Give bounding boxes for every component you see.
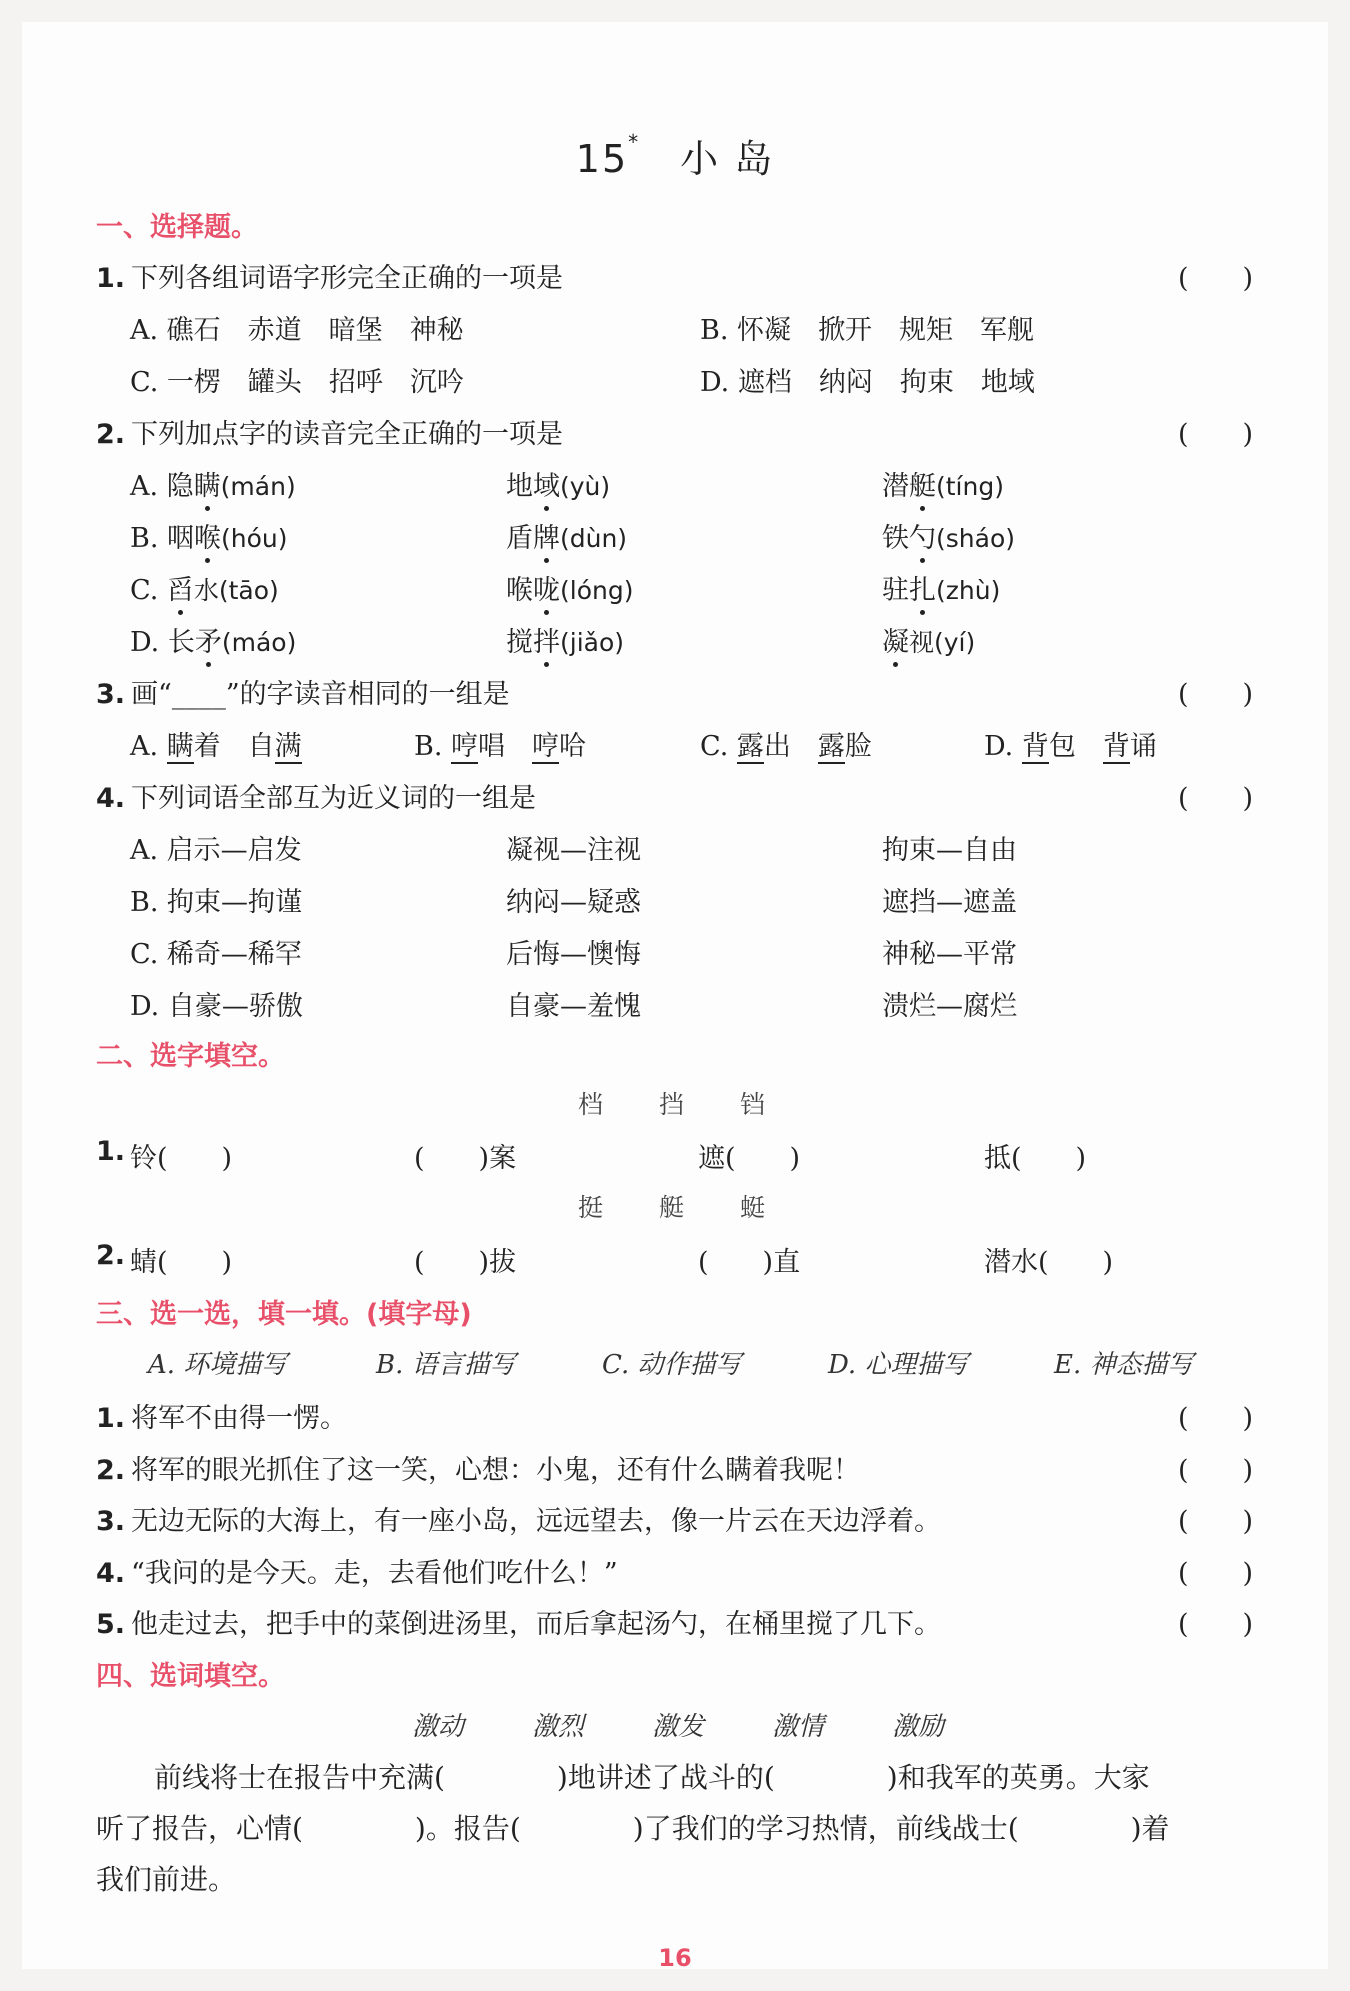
pinyin-option: 搅拌(jiǎo) [506,620,624,659]
fill-blank[interactable]: 铃( ) [130,1143,233,1174]
option-c: C. 一楞 罐头 招呼 沉吟 [130,367,464,398]
description-item: 4. “我问的是今天。走，去看他们吃什么！” [96,1557,618,1589]
synonym-option: 遮挡—遮盖 [882,887,1017,918]
synonym-option: 凝视—注视 [506,835,641,866]
synonym-option: 纳闷—疑惑 [506,887,641,918]
answer-blank[interactable]: ( ) [1178,1609,1254,1640]
question-1-3: 3. 画“____”的字读音相同的一组是 [96,679,510,710]
answer-blank[interactable]: ( ) [1178,263,1254,294]
description-item: 2. 将军的眼光抓住了这一笑，心想：小鬼，还有什么瞒着我呢！ [96,1454,861,1486]
fill-blank[interactable]: 抵( ) [984,1143,1087,1174]
description-item: 5. 他走过去，把手中的菜倒进汤里，而后拿起汤勺，在桶里搅了几下。 [96,1609,942,1640]
answer-blank[interactable]: ( ) [1178,1454,1254,1486]
pinyin-option: 铁勺(sháo) [882,516,1015,555]
pinyin-option: 潜艇(tíng) [882,464,1004,503]
synonym-option: 溃烂—腐烂 [882,991,1017,1022]
description-item: 1. 将军不由得一愣。 [96,1403,348,1434]
pinyin-option: B. 咽喉(hóu) [130,516,288,555]
passage-line-2: 听了报告，心情( )。报告( )了我们的学习热情，前线战士( )着 [96,1812,1170,1845]
word-option: 激励 [892,1712,945,1742]
description-option-e: E. 神态描写 [1054,1350,1194,1380]
fill-blank[interactable]: 潜水( ) [984,1247,1114,1278]
synonym-option: C. 稀奇—稀罕 [130,939,302,970]
fill-blank[interactable]: 遮( ) [698,1143,801,1174]
pinyin-option: D. 长矛(máo) [130,620,296,659]
description-option-d: D. 心理描写 [828,1350,969,1380]
page-number: 16 [658,1944,692,1972]
section-1-heading: 一、选择题。 [96,212,258,243]
candidate-chars-2: 挺 艇 蜓 [578,1193,768,1222]
answer-blank[interactable]: ( ) [1178,1506,1254,1537]
answer-blank[interactable]: ( ) [1178,679,1254,710]
fill-blank[interactable]: 蜻( ) [130,1247,233,1278]
description-option-b: B. 语言描写 [376,1350,516,1380]
synonym-option: B. 拘束—拘谨 [130,887,303,918]
word-option: 激烈 [532,1712,585,1742]
pinyin-option: 地域(yù) [506,464,610,503]
pinyin-option: 喉咙(lóng) [506,568,633,607]
answer-blank[interactable]: ( ) [1178,1403,1254,1434]
synonym-option: D. 自豪—骄傲 [130,991,303,1022]
option-b: B. 怀凝 掀开 规矩 军舰 [700,315,1035,346]
answer-blank[interactable]: ( ) [1178,419,1254,450]
option-d: D. 遮档 纳闷 拘束 地域 [700,367,1035,398]
option-c: C. 露出 露脸 [700,731,872,762]
option-a: A. 瞒着 自满 [130,731,302,762]
word-option: 激情 [772,1712,825,1742]
section-3-heading: 三、选一选，填一填。(填字母) [96,1299,472,1330]
fill-blank[interactable]: ( )拔 [414,1247,517,1278]
question-1-1: 1. 下列各组词语字形完全正确的一项是 [96,263,564,294]
pinyin-option: A. 隐瞒(mán) [130,464,296,503]
section-4-heading: 四、选词填空。 [96,1661,285,1692]
synonym-option: 自豪—羞愧 [506,991,641,1022]
page-title: 15* 小 岛 [575,130,775,181]
answer-blank[interactable]: ( ) [1178,1557,1254,1589]
candidate-chars-1: 档 挡 铛 [578,1090,768,1119]
pinyin-option: 凝视(yí) [882,620,975,659]
pinyin-option: C. 舀水(tāo) [130,568,279,607]
pinyin-option: 驻扎(zhù) [882,568,1000,607]
fill-blank[interactable]: ( )案 [414,1143,517,1174]
synonym-option: 神秘—平常 [882,939,1017,970]
synonym-option: 后悔—懊悔 [506,939,641,970]
passage-line-3: 我们前进。 [96,1863,237,1896]
option-a: A. 礁石 赤道 暗堡 神秘 [130,315,464,346]
answer-blank[interactable]: ( ) [1178,783,1254,814]
question-1-4: 4. 下列词语全部互为近义词的一组是 [96,783,537,814]
word-option: 激动 [412,1712,465,1742]
option-b: B. 哼唱 哼哈 [414,731,587,762]
description-option-c: C. 动作描写 [602,1350,742,1380]
section-2-heading: 二、选字填空。 [96,1041,285,1072]
option-d: D. 背包 背诵 [984,731,1157,762]
word-option: 激发 [652,1712,705,1742]
passage-line-1: 前线将士在报告中充满( )地讲述了战斗的( )和我军的英勇。大家 [154,1761,1150,1794]
question-1-2: 2. 下列加点字的读音完全正确的一项是 [96,419,564,450]
description-item: 3. 无边无际的大海上，有一座小岛，远远望去，像一片云在天边浮着。 [96,1506,942,1537]
synonym-option: 拘束—自由 [882,835,1017,866]
description-option-a: A. 环境描写 [148,1350,288,1380]
fill-blank[interactable]: ( )直 [698,1247,801,1278]
fill-row-1: 1. [96,1136,126,1167]
fill-row-2: 2. [96,1240,126,1271]
synonym-option: A. 启示—启发 [130,835,302,866]
pinyin-option: 盾牌(dùn) [506,516,627,555]
